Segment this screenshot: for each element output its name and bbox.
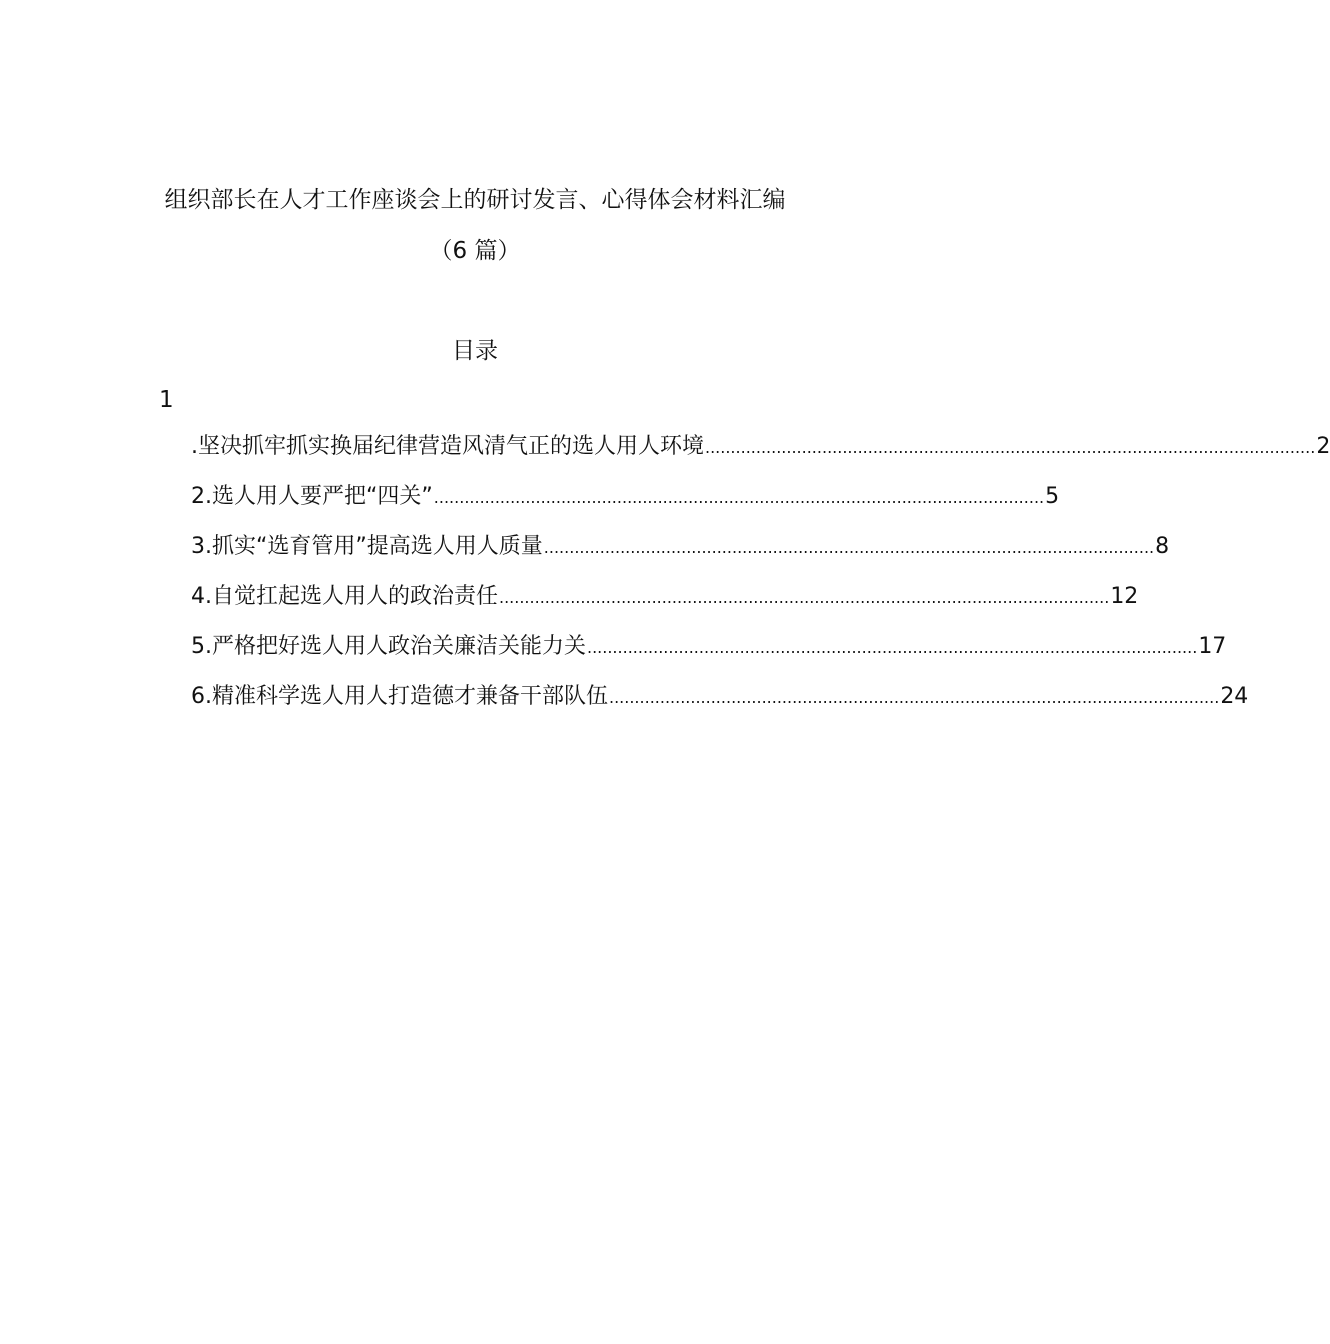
toc-entry-title: 6.精准科学选人用人打造德才兼备干部队伍: [191, 684, 608, 709]
toc-page-number: 24: [1220, 684, 1249, 709]
document-subtitle: （6 篇）: [429, 238, 521, 264]
toc-dot-leader: ........................................................................................................................: [499, 588, 1110, 607]
toc-dot-leader: ........................................................................................................................: [433, 488, 1045, 507]
table-of-contents: [191, 432, 1330, 732]
toc-entry-title: 3.抓实“选育管用”提高选人用人质量: [191, 534, 543, 559]
toc-entry-title: 4.自觉扛起选人用人的政治责任: [191, 584, 498, 609]
toc-entry-2[interactable]: [191, 482, 1060, 532]
toc-stray-number: 1: [159, 387, 174, 413]
toc-page-number: 2: [1316, 434, 1330, 459]
toc-entry-5[interactable]: [191, 632, 1227, 682]
toc-dot-leader: ........................................................................................................................: [609, 688, 1220, 707]
toc-page-number: 5: [1045, 484, 1060, 509]
toc-entry-1[interactable]: [191, 432, 1330, 482]
toc-dot-leader: ........................................................................................................................: [543, 538, 1155, 557]
toc-entry-title: 5.严格把好选人用人政治关廉洁关能力关: [191, 634, 586, 659]
toc-entry-6[interactable]: [191, 682, 1249, 732]
toc-heading: 目录: [452, 338, 498, 364]
toc-entry-title: 2.选人用人要严把“四关”: [191, 484, 433, 509]
document-title: 组织部长在人才工作座谈会上的研讨发言、心得体会材料汇编: [164, 187, 786, 213]
toc-page-number: 8: [1155, 534, 1170, 559]
toc-dot-leader: ........................................................................................................................: [587, 638, 1198, 657]
toc-entry-3[interactable]: [191, 532, 1170, 582]
toc-dot-leader: ........................................................................................................................: [705, 438, 1316, 457]
toc-entry-4[interactable]: [191, 582, 1139, 632]
toc-entry-title: .坚决抓牢抓实换届纪律营造风清气正的选人用人环境: [191, 434, 704, 459]
toc-page-number: 17: [1198, 634, 1227, 659]
toc-page-number: 12: [1110, 584, 1139, 609]
